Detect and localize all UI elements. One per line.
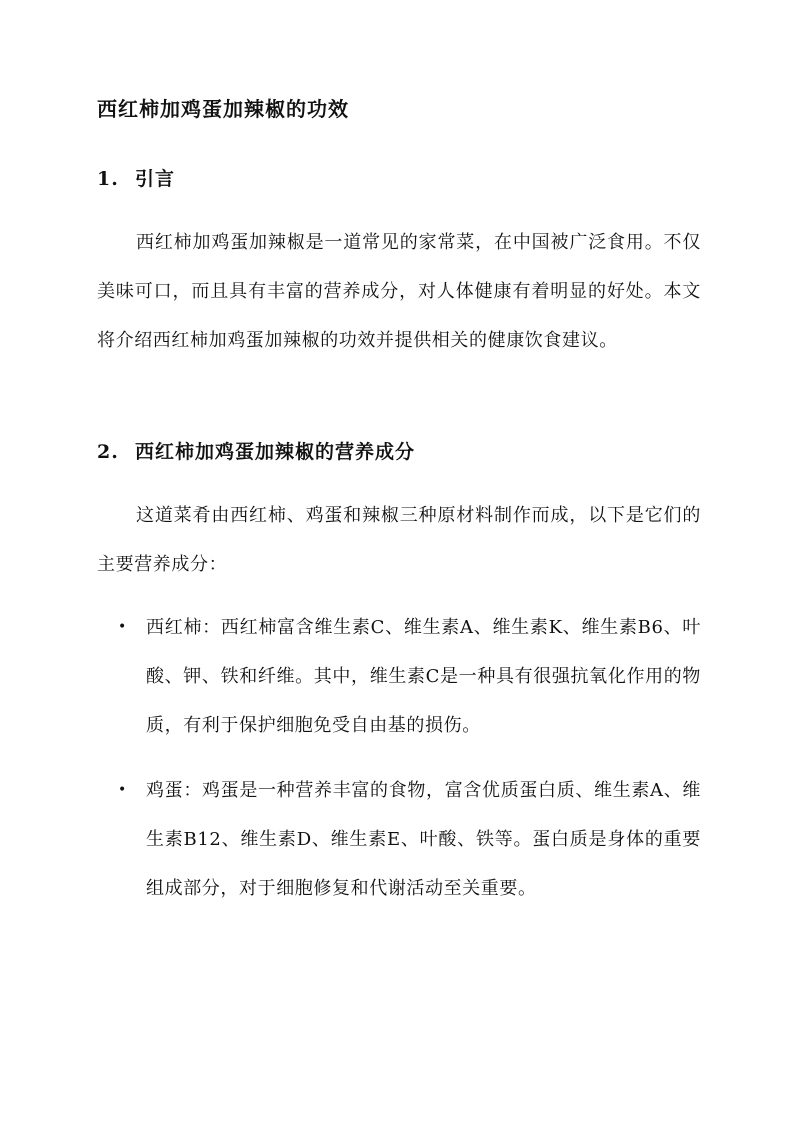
bullet-icon: •: [118, 782, 127, 798]
list-item: [118, 766, 701, 913]
section-heading-text: 西红柿加鸡蛋加辣椒的营养成分: [135, 441, 416, 463]
bullet-icon: •: [118, 619, 127, 635]
nutrition-intro-paragraph: 这道菜肴由西红柿、鸡蛋和辣椒三种原材料制作而成，以下是它们的主要营养成分：: [97, 505, 701, 575]
section-number: 1.: [97, 168, 119, 190]
section-heading-nutrition: [97, 437, 415, 464]
introduction-paragraph: 西红柿加鸡蛋加辣椒是一道常见的家常菜，在中国被广泛食用。不仅美味可口，而且具有丰富的营养成分，对人体健康有着明显的好处。本文将介绍西红柿加鸡蛋加辣椒的功效并提供相关的健康饮食建议。: [97, 232, 701, 351]
section-heading-introduction: [97, 164, 175, 191]
list-item-text: 西红柿：西红柿富含维生素C、维生素A、维生素K、维生素B6、叶酸、钾、铁和纤维。其中，维生素C是一种具有很强抗氧化作用的物质，有利于保护细胞免受自由基的损伤。: [146, 617, 701, 736]
list-item-text: 鸡蛋：鸡蛋是一种营养丰富的食物，富含优质蛋白质、维生素A、维生素B12、维生素D、维生素E、叶酸、铁等。蛋白质是身体的重要组成部分，对于细胞修复和代谢活动至关重要。: [146, 780, 701, 899]
list-item: [118, 603, 701, 750]
document-title: 西红柿加鸡蛋加辣椒的功效: [97, 97, 349, 121]
section-number: 2.: [97, 441, 119, 463]
section-heading-text: 引言: [135, 168, 176, 190]
